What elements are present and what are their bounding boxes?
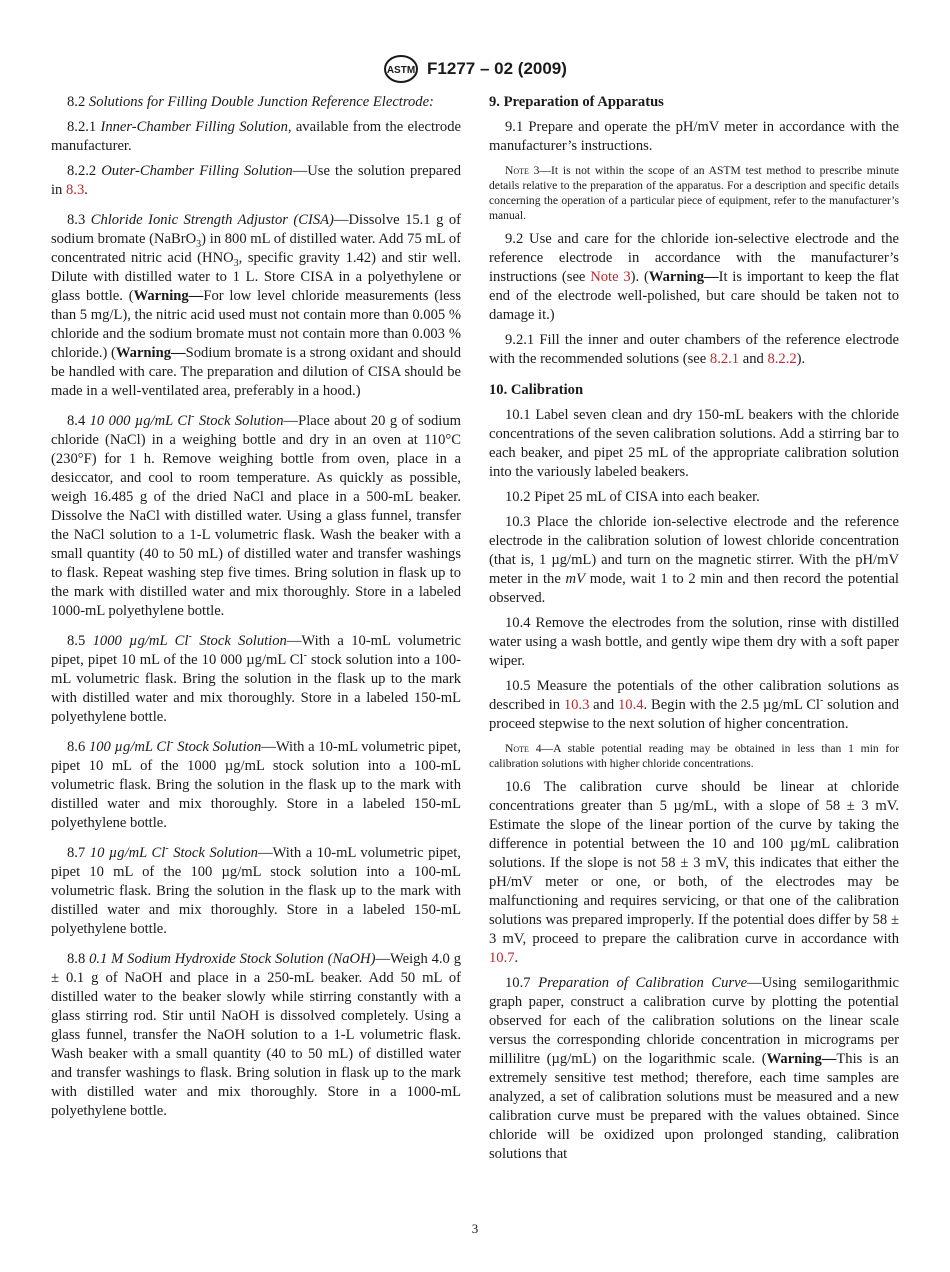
svg-text:ASTM: ASTM	[386, 65, 416, 76]
page-header	[0, 54, 950, 84]
section-8-4: 8.4 10 000 µg/mL Cl- Stock Solution—Place about 20 g of sodium chloride (NaCl) in a weighing bottle and dry in an oven at 110°C (230°F) for 1 h. Remove weighing bottle from oven, place in a desiccator, and cool to room temperature. As quickly as possible, weigh 16.485 g of the dried NaCl and place in a 500-mL beaker. Dissolve the NaCl with distilled water. Using a glass funnel, transfer the NaCl solution to a 1-L volumetric flask. Wash the beaker with a small quantity (40 to 50 mL) of distilled water and transfer washings to flask. Repeat washing step five times. Bring solution in flask up to the mark with distilled water and mix thoroughly. Store in a labeled 1000-mL polyethylene bottle.	[51, 411, 462, 619]
section-8-5: 8.5 1000 µg/mL Cl- Stock Solution—With a 10-mL volumetric pipet, pipet 10 mL of the 10 000 µg/mL Cl- stock solution into a 100-mL volumetric flask. Bring the solution in the flask up to the mark with distilled water and mix thoroughly. Store in a labeled 150-mL polyethylene bottle.	[51, 631, 461, 725]
xref-10-3[interactable]: 10.3	[563, 697, 590, 713]
standard-designation: F1277 – 02 (2009)	[427, 59, 567, 78]
section-9-1: 9.1 Prepare and operate the pH/mV meter in accordance with the manufacturer’s instructions.	[489, 119, 899, 154]
section-8-3: 8.3 Chloride Ionic Strength Adjustor (CISA)—Dissolve 15.1 g of sodium bromate (NaBrO$_3$) in 800 mL of distilled water. Add 75 mL of concentrated nitric acid ($HNO_3$, specific gravity 1.42) and stir well. Dilute with distilled water to 1 L. Store CISA in a polyethylene or glass bottle. (Warning—For low level chloride measurements (less than 5 mg/L), the nitric acid used must not contain more than 0.005 % chloride and the sodium bromate must not contain more than 0.003 % chloride.) (Warning—Sodium bromate is a strong oxidant and should be handled with care. The preparation and dilution of CISA should be made in a well-ventilated area, preferably in a hood.)	[51, 212, 461, 399]
section-10-5: 10.5 Measure the potentials of the other calibration solutions as described in 10.3 and 10.4. Begin with the 2.5 µg/mL Cl- solution and proceed stepwise to the next solution of higher concentration.	[489, 678, 899, 732]
astm-logo-icon	[383, 54, 419, 84]
note-3: Note 3—It is not within the scope of an ASTM test method to prescribe minute details relative to the preparation of the apparatus. For a description and specific details concerning the operation of a particular piece of equipment, refer to the manufacturer’s manual.	[489, 164, 899, 222]
xref-10-4[interactable]: 10.4	[618, 697, 644, 713]
page-number: 3	[471, 1221, 479, 1236]
xref-note-3[interactable]: Note 3	[590, 269, 631, 285]
section-8-2: 8.2 Solutions for Filling Double Junction Reference Electrode:	[67, 94, 434, 110]
section-8-2-1: 8.2.1 Inner-Chamber Filling Solution, available from the electrode manufacturer.	[51, 119, 461, 154]
section-8-7: 8.7 10 µg/mL Cl- Stock Solution—With a 10-mL volumetric pipet, pipet 10 mL of the 100 µg/mL stock solution into a 100-mL volumetric flask. Bring the solution in the flask up to the mark with distilled water and mix thoroughly. Store in a labeled 150-mL polyethylene bottle.	[51, 843, 461, 937]
left-column	[51, 93, 461, 1121]
section-10-7: 10.7 Preparation of Calibration Curve—Using semilogarithmic graph paper, construct a calibration curve by plotting the potential observed for each of the calibration solutions on the linear scale versus the corresponding chloride concentration in micrograms per millilitre (µg/mL) on the logarithmic scale. (Warning—This is an extremely sensitive test method; therefore, each time samples are analyzed, a set of calibration solutions must be measured and a new calibration curve must be prepared with the values obtained. Since chloride will be oxidized upon prolonged standing, calibration solutions that	[489, 975, 900, 1162]
xref-10-7[interactable]: 10.7	[489, 950, 515, 966]
section-8-2-2: 8.2.2 Outer-Chamber Filling Solution—Use the solution prepared in 8.3.	[51, 163, 462, 198]
heading-section-10: 10. Calibration	[489, 382, 584, 398]
xref-8-2-2[interactable]: 8.2.2	[767, 351, 797, 367]
section-8-8: 8.8 0.1 M Sodium Hydroxide Stock Solution (NaOH)—Weigh 4.0 g ± 0.1 g of NaOH and place in a 250-mL beaker. Add 50 mL of distilled water to the beaker slowly while stirring constantly with a glass stirring rod. Stir until NaOH is dissolved completely. Using a glass funnel, transfer the NaOH solution to a 1-L volumetric flask. Wash beaker with a small quantity (40 to 50 mL) of distilled water and transfer washings to flask. Bring solution in flask up to the mark with distilled water and mix thoroughly. Store in a 1000-mL polyethylene bottle.	[51, 951, 461, 1119]
section-10-6: 10.6 The calibration curve should be linear at chloride concentrations greater than 5 µg/mL, with a slope of 58 ± 3 mV. Estimate the slope of the linear portion of the curve by taking the difference in potential between the 10 and 100 µg/mL calibration solutions. If the slope is not 58 ± 3 mV, this indicates that either the pH/mV meter or one, or both, of the electrodes may be malfunctioning and requires servicing, or that one of the calibration solutions was prepared improperly. If the potential does differ by 58 ± 3 mV, proceed to prepare the calibration curve in accordance with 10.7.	[489, 779, 899, 966]
section-10-1: 10.1 Label seven clean and dry 150-mL beakers with the chloride concentrations of the seven calibration solutions. Add a stirring bar to each beaker, and pipet 25 mL of the appropriate calibration solution into the variously labeled beakers.	[489, 407, 899, 480]
section-10-2: 10.2 Pipet 25 mL of CISA into each beaker.	[505, 489, 760, 505]
section-10-3: 10.3 Place the chloride ion-selective electrode and the reference electrode in the calibration solution of lowest chloride concentration (that is, 1 µg/mL) and turn on the magnetic stirrer. With the pH/mV meter in the mV mode, wait 1 to 2 min and then record the potential observed.	[489, 514, 899, 606]
xref-8-2-1[interactable]: 8.2.1	[709, 351, 740, 367]
note-4: Note 4—A stable potential reading may be obtained in less than 1 min for calibration solutions with higher chloride concentrations.	[489, 742, 899, 770]
section-10-4: 10.4 Remove the electrodes from the solution, rinse with distilled water using a wash bottle, and gently wipe them dry with a soft paper wiper.	[489, 615, 899, 669]
section-8-6: 8.6 100 µg/mL Cl- Stock Solution—With a 10-mL volumetric pipet, pipet 10 mL of the 1000 µg/mL stock solution into a 100-mL volumetric flask. Bring the solution in the flask up to the mark with distilled water and mix thoroughly. Store in a labeled 150-mL polyethylene bottle.	[51, 737, 461, 831]
section-9-2-1: 9.2.1 Fill the inner and outer chambers of the reference electrode with the recommended solutions (see 8.2.1 and 8.2.2).	[489, 332, 899, 367]
heading-section-9: 9. Preparation of Apparatus	[489, 94, 664, 110]
xref-8-3[interactable]: 8.3	[66, 182, 85, 198]
right-column	[489, 93, 899, 1164]
section-9-2: 9.2 Use and care for the chloride ion-selective electrode and the reference electrode in accordance with the manufacturer’s instructions (see Note 3). (Warning—It is important to keep the flat end of the electrode well-polished, but care should be taken not to damage it.)	[489, 231, 899, 323]
